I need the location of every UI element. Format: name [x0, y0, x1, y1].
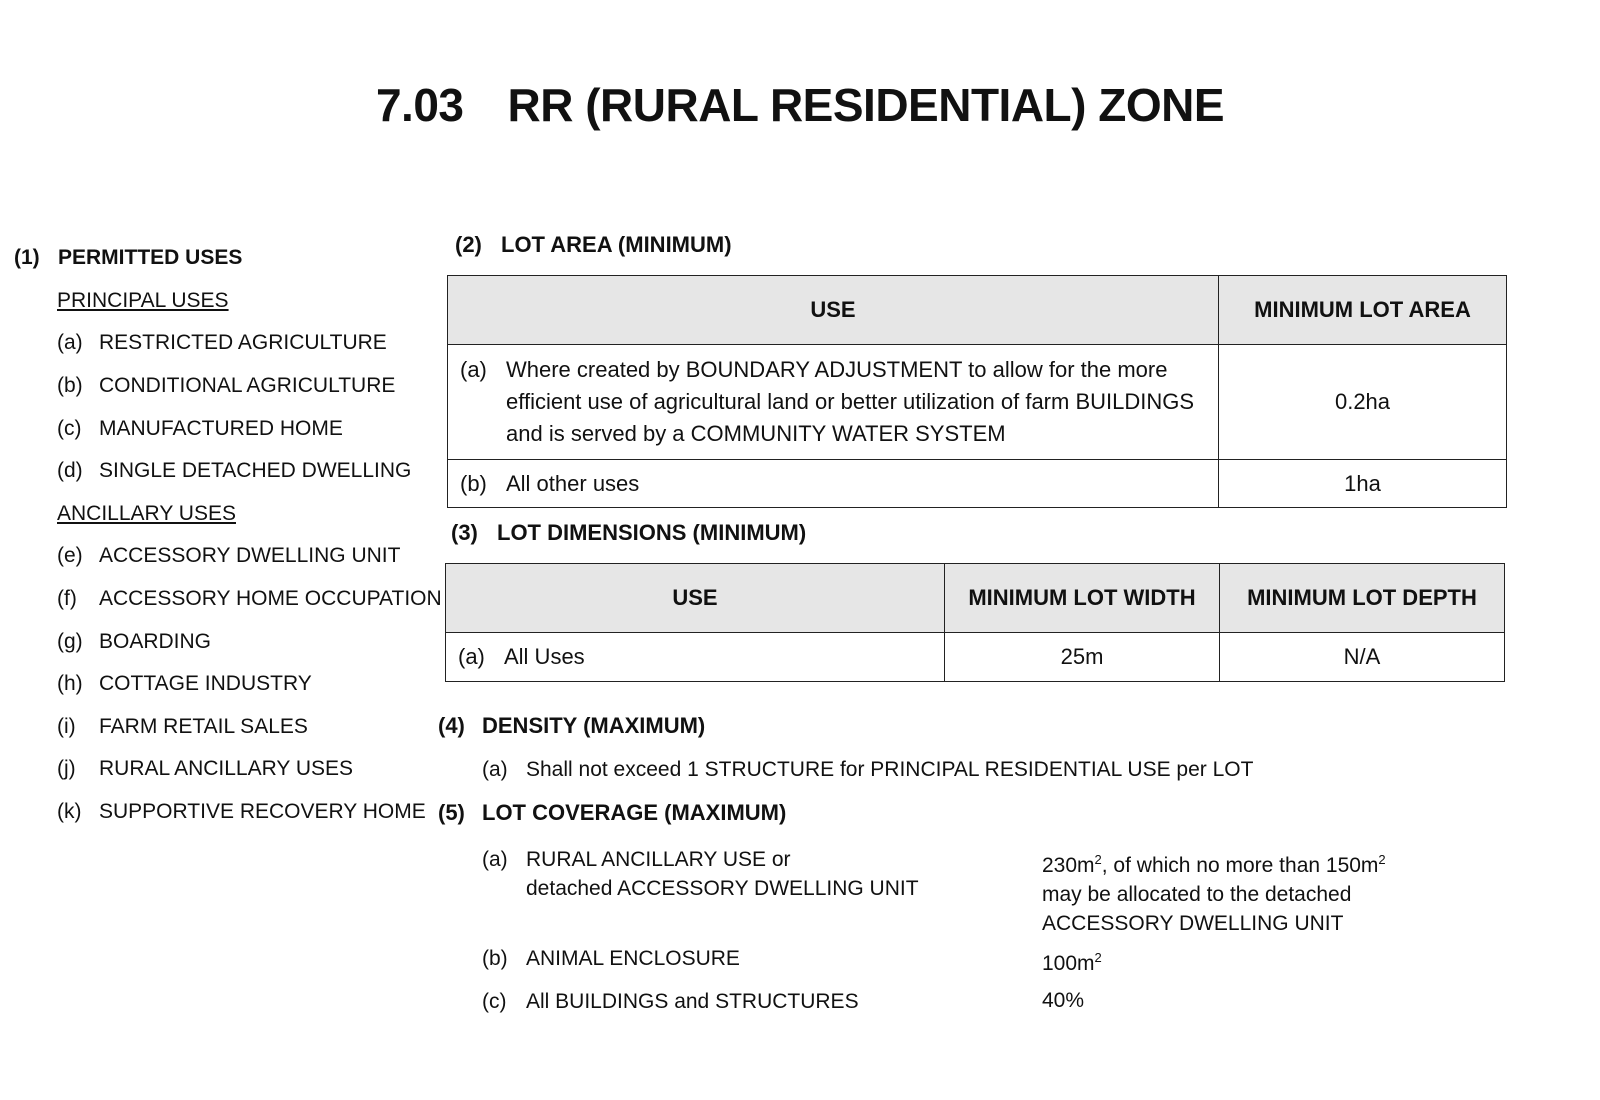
list-item: (k) SUPPORTIVE RECOVERY HOME: [57, 800, 426, 823]
column-header-use: USE: [446, 564, 945, 633]
table-row: (a) All Uses 25m N/A: [446, 633, 1505, 682]
column-header-min-lot-width: MINIMUM LOT WIDTH: [945, 564, 1220, 633]
list-item: (h) COTTAGE INDUSTRY: [57, 672, 312, 695]
column-header-min-lot-depth: MINIMUM LOT DEPTH: [1220, 564, 1505, 633]
lot-area-heading: (2) LOT AREA (MINIMUM): [455, 232, 732, 257]
table-row: (a) Where created by BOUNDARY ADJUSTMENT to allow for the more efficient use of agricultural land or better utilization of farm BUILDINGS and is served by a COMMUNITY WATER SYSTEM 0.2ha: [448, 345, 1507, 460]
lot-dimensions-heading: (3) LOT DIMENSIONS (MINIMUM): [451, 520, 807, 545]
zone-title: RR (RURAL RESIDENTIAL) ZONE: [507, 79, 1225, 131]
lot-dimensions-table: [445, 563, 1505, 682]
column-header-min-lot-area: MINIMUM LOT AREA: [1219, 276, 1507, 345]
column-header-use: USE: [448, 276, 1219, 345]
list-item: (c) MANUFACTURED HOME: [57, 417, 343, 440]
list-item: (d) SINGLE DETACHED DWELLING: [57, 459, 412, 482]
list-item: (i) FARM RETAIL SALES: [57, 715, 308, 738]
coverage-value: $230m^2$, of which no more than $150m^2$ may be allocated to the detached ACCESSORY DWELLING UNIT: [1042, 852, 1386, 935]
list-item: (a) RESTRICTED AGRICULTURE: [57, 331, 387, 354]
list-item: (g) BOARDING: [57, 630, 212, 653]
list-item: (f) ACCESSORY HOME OCCUPATION: [57, 587, 442, 610]
list-item: (a) Shall not exceed 1 STRUCTURE for PRINCIPAL RESIDENTIAL USE per LOT: [482, 758, 1254, 781]
list-item: (j) RURAL ANCILLARY USES: [57, 757, 354, 780]
lot-area-table: [447, 275, 1507, 508]
table-row: (b) All other uses 1ha: [448, 460, 1507, 508]
list-item: (a) RURAL ANCILLARY USE or detached ACCESSORY DWELLING UNIT: [482, 848, 919, 900]
page-title: [0, 78, 1600, 132]
principal-uses-heading: PRINCIPAL USES: [57, 289, 229, 312]
coverage-value: 40%: [1042, 989, 1085, 1012]
section-number: 7.03: [375, 79, 464, 131]
density-heading: (4) DENSITY (MAXIMUM): [438, 713, 706, 738]
list-item: (e) ACCESSORY DWELLING UNIT: [57, 544, 401, 567]
ancillary-uses-heading: ANCILLARY USES: [57, 502, 236, 525]
coverage-value: $100m^2$: [1042, 950, 1102, 975]
permitted-uses-heading: (1) PERMITTED USES: [14, 246, 243, 269]
list-item: (c) All BUILDINGS and STRUCTURES: [482, 990, 859, 1013]
lot-coverage-heading: (5) LOT COVERAGE (MAXIMUM): [438, 800, 787, 825]
list-item: (b) ANIMAL ENCLOSURE: [482, 947, 740, 970]
list-item: (b) CONDITIONAL AGRICULTURE: [57, 374, 396, 397]
